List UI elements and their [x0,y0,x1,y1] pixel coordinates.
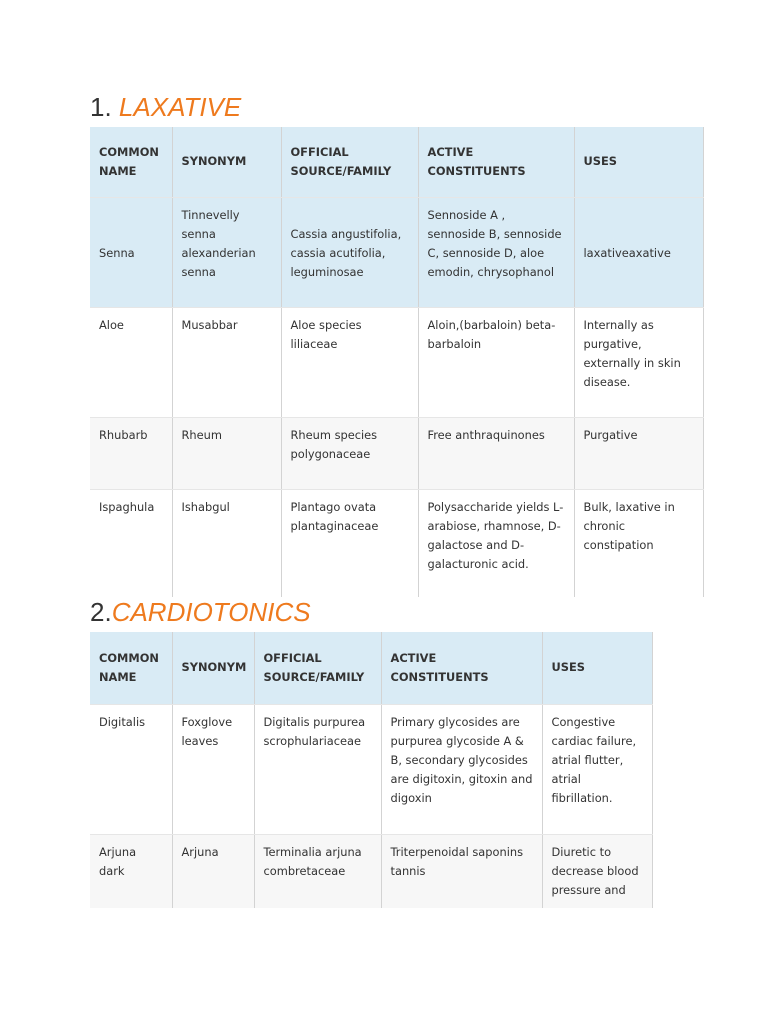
section-2-name: CARDIOTONICS [111,597,311,627]
cell-common-name: Ispaghula [90,489,172,597]
header-synonym: SYNONYM [172,632,254,704]
cell-synonym: Tinnevelly senna alexanderian senna [172,197,281,307]
cell-active-constituents: Sennoside A , sennoside B, sennoside C, sennoside D, aloe emodin, chrysophanol [418,197,574,307]
cell-common-name: Rhubarb [90,417,172,489]
cell-common-name: Arjuna dark [90,834,172,908]
table-row [90,197,703,307]
header-official-source: OFFICIAL SOURCE/FAMILY [254,632,381,704]
cell-common-name: Digitalis [90,704,172,834]
header-common-name: COMMON NAME [90,632,172,704]
cell-active-constituents: Free anthraquinones [418,417,574,489]
section-2-title [90,597,311,628]
section-1-name: LAXATIVE [118,92,242,122]
header-uses: USES [542,632,652,704]
section-1-number: 1. [90,92,112,122]
cell-official-source: Rheum species polygonaceae [281,417,418,489]
laxative-table [90,127,704,597]
cell-uses: Bulk, laxative in chronic constipation [574,489,703,597]
cardiotonics-table [90,632,653,908]
header-uses: USES [574,127,703,197]
cell-official-source: Digitalis purpurea scrophulariaceae [254,704,381,834]
section-1-title [90,92,241,123]
table-row [90,834,652,908]
table-row [90,489,703,597]
cell-official-source: Cassia angustifolia, cassia acutifolia, leguminosae [281,197,418,307]
cell-uses: Congestive cardiac failure, atrial flutter, atrial fibrillation. [542,704,652,834]
cell-uses: laxativeaxative [574,197,703,307]
cell-synonym: Ishabgul [172,489,281,597]
table-header-row [90,127,703,197]
cell-common-name: Aloe [90,307,172,417]
cell-active-constituents: Primary glycosides are purpurea glycoside A & B, secondary glycosides are digitoxin, gitoxin and digoxin [381,704,542,834]
section-2-number: 2. [90,597,112,627]
table-row [90,417,703,489]
table-row [90,307,703,417]
header-synonym: SYNONYM [172,127,281,197]
cell-official-source: Aloe species liliaceae [281,307,418,417]
cell-active-constituents: Triterpenoidal saponins tannis [381,834,542,908]
cell-common-name: Senna [90,197,172,307]
table-header-row [90,632,652,704]
cell-synonym: Arjuna [172,834,254,908]
header-active-constituents: ACTIVE CONSTITUENTS [418,127,574,197]
header-official-source: OFFICIAL SOURCE/FAMILY [281,127,418,197]
cell-synonym: Musabbar [172,307,281,417]
cell-active-constituents: Aloin,(barbaloin) beta-barbaloin [418,307,574,417]
cell-official-source: Plantago ovata plantaginaceae [281,489,418,597]
header-active-constituents: ACTIVE CONSTITUENTS [381,632,542,704]
cell-uses: Diuretic to decrease blood pressure and [542,834,652,908]
cell-uses: Internally as purgative, externally in skin disease. [574,307,703,417]
cell-synonym: Foxglove leaves [172,704,254,834]
cell-uses: Purgative [574,417,703,489]
table-row [90,704,652,834]
cell-active-constituents: Polysaccharide yields L-arabiose, rhamnose, D-galactose and D-galacturonic acid. [418,489,574,597]
cell-synonym: Rheum [172,417,281,489]
cell-official-source: Terminalia arjuna combretaceae [254,834,381,908]
header-common-name: COMMON NAME [90,127,172,197]
